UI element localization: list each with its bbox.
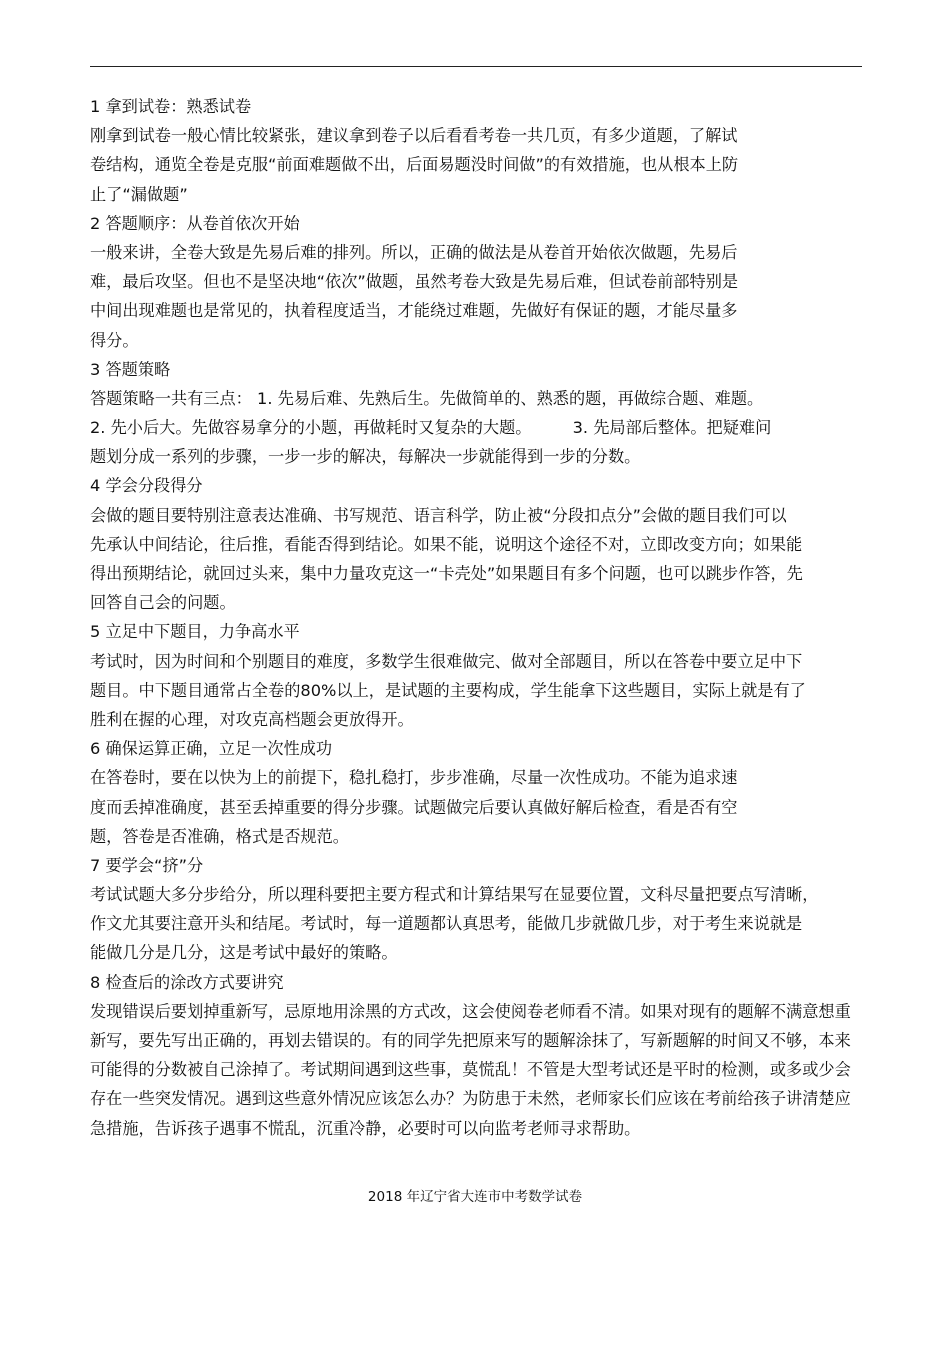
paragraph-line: 能做几分是几分，这是考试中最好的策略。 [90,943,398,963]
paragraph-line: 刚拿到试卷一般心情比较紧张，建议拿到卷子以后看看考卷一共几页，有多少道题，了解试 [90,126,738,146]
document-body [90,92,880,1143]
paragraph-line: 度而丢掉准确度，甚至丢掉重要的得分步骤。试题做完后要认真做好解后检查，看是否有空 [90,797,738,817]
paragraph-line: 答题策略一共有三点： 1. 先易后难、先熟后生。先做简单的、熟悉的题，再做综合题、难题。 [90,388,764,408]
paragraph-line: 得出预期结论，就回过头来，集中力量攻克这一“卡壳处”如果题目有多个问题，也可以跳步作答，先 [90,564,803,583]
paragraph-line: 一般来讲，全卷大致是先易后难的排列。所以，正确的做法是从卷首开始依次做题，先易后 [90,242,738,262]
section-heading: 2 答题顺序：从卷首依次开始 [90,213,300,233]
section-heading: 8 检查后的涂改方式要讲究 [90,972,284,992]
section-heading: 6 确保运算正确，立足一次性成功 [90,739,333,759]
section-heading: 5 立足中下题目，力争高水平 [90,622,300,642]
section-heading: 3 答题策略 [90,359,171,379]
section-heading: 4 学会分段得分 [90,476,203,496]
paragraph-line: 中间出现难题也是常见的，执着程度适当，才能绕过难题，先做好有保证的题，才能尽量多 [90,301,738,321]
paragraph-line: 先承认中间结论，往后推，看能否得到结论。如果不能，说明这个途径不对，立即改变方向；如果能 [90,534,803,554]
header-rule [90,66,862,67]
paragraph-line: 考试时，因为时间和个别题目的难度，多数学生很难做完、做对全部题目，所以在答卷中要立足中下 [90,651,803,671]
paragraph-line: 急措施，告诉孩子遇事不慌乱，沉重冷静，必要时可以向监考老师寻求帮助。 [90,1118,641,1138]
paragraph-line: 胜利在握的心理，对攻克高档题会更放得开。 [90,709,414,729]
paragraph-line: 在答卷时，要在以快为上的前提下，稳扎稳打，步步准确，尽量一次性成功。不能为追求速 [90,768,738,788]
paragraph-line: 难，最后攻坚。但也不是坚决地“依次”做题，虽然考卷大致是先易后难，但试卷前部特别是 [90,272,739,292]
paragraph-line: 得分。 [90,330,139,350]
paragraph-line: 会做的题目要特别注意表达准确、书写规范、语言科学，防止被“分段扣点分”会做的题目我们可以 [90,505,787,525]
paragraph-line: 考试试题大多分步给分，所以理科要把主要方程式和计算结果写在显要位置，文科尽量把要点写清晰， [90,885,819,905]
paragraph-line: 作文尤其要注意开头和结尾。考试时，每一道题都认真思考，能做几步就做几步，对于考生来说就是 [90,914,803,934]
paragraph-line: 可能得的分数被自己涂掉了。考试期间遇到这些事，莫慌乱！不管是大型考试还是平时的检测，或多或少会 [90,1060,851,1080]
paragraph-line: 题划分成一系列的步骤，一步一步的解决，每解决一步就能得到一步的分数。 [90,447,641,467]
paragraph-line: 题，答卷是否准确，格式是否规范。 [90,826,349,846]
paragraph-line: 题目。中下题目通常占全卷的80%以上，是试题的主要构成，学生能拿下这些题目，实际上就是有了 [90,680,806,700]
paragraph-line: 止了“漏做题” [90,184,188,204]
paragraph-line: 新写，要先写出正确的，再划去错误的。有的同学先把原来写的题解涂抹了，写新题解的时间又不够，本来 [90,1031,851,1050]
section-heading: 7 要学会“挤”分 [90,855,204,875]
paragraph-line: 2. 先小后大。先做容易拿分的小题，再做耗时又复杂的大题。 3. 先局部后整体。把疑难问 [90,418,772,438]
section-heading: 1 拿到试卷：熟悉试卷 [90,97,252,116]
paragraph-line: 存在一些突发情况。遇到这些意外情况应该怎么办？为防患于未然，老师家长们应该在考前给孩子讲清楚应 [90,1089,851,1109]
document-footer-title: 2018 年辽宁省大连市中考数学试卷 [367,1189,583,1205]
paragraph-line: 回答自己会的问题。 [90,593,236,613]
paragraph-line: 卷结构，通览全卷是克服“前面难题做不出，后面易题没时间做”的有效措施，也从根本上防 [90,155,739,175]
paragraph-line: 发现错误后要划掉重新写，忌原地用涂黑的方式改，这会使阅卷老师看不清。如果对现有的题解不满意想重 [90,1001,851,1021]
